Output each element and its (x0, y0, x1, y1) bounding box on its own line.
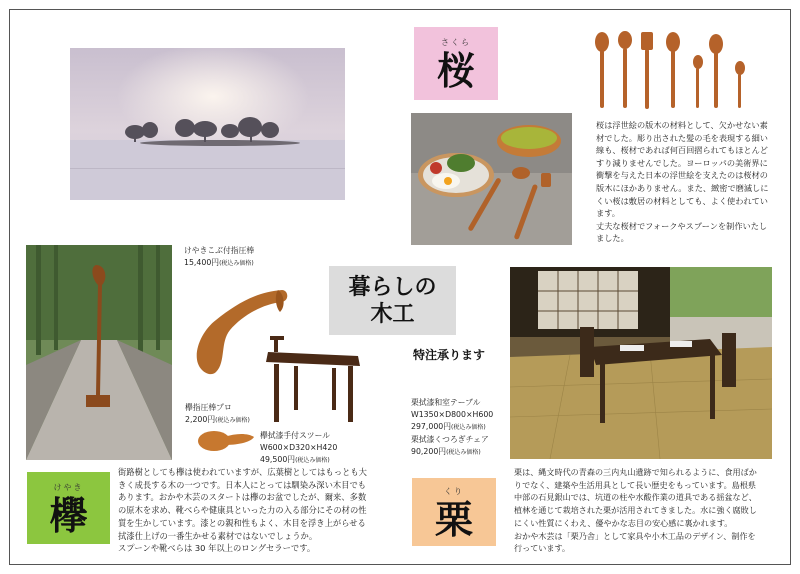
table-size: W1350×D800×H600 (411, 410, 494, 419)
stool-tax: (税込み価格) (295, 457, 330, 464)
keyaki-heading-box (27, 472, 110, 544)
sakura-description (596, 119, 786, 245)
finger-rod-tax: (税込み価格) (219, 260, 254, 267)
sakura-desc-line: 衝撃を与えた日本の浮世絵を支えたのは桜材の (596, 170, 768, 181)
keyaki-desc-line: スプーンや靴べらは 30 年以上のロングセラーです。 (118, 543, 316, 554)
custom-order-label: 特注承ります (413, 348, 486, 362)
kuri-desc-line: 中部の石見銀山では、坑道の柱や水酸作業の道具である揺盆など、 (514, 492, 757, 503)
stool-info (260, 430, 400, 467)
keyaki-description (118, 466, 398, 555)
kuri-ruby: くり (444, 486, 464, 496)
chair-price: 90,200円 (411, 447, 447, 456)
stool-name: 欅拭漆手付スツール (260, 431, 331, 440)
stool-price: 49,500円 (260, 455, 296, 464)
keyaki-desc-line: の原木を求め、靴べらや健康具といった力の入る部分にその材の性 (118, 505, 367, 516)
kuri-desc-line: おかや木芸は「栗乃舎」として家具や小木工品のデザイン、制作を (514, 530, 756, 541)
sakura-desc-line: すり減りませんでした。ヨーロッパの美術界に (596, 157, 768, 168)
sakura-desc-line: ました。 (596, 233, 629, 244)
keyaki-desc-line: きく成長する木の一つです。日本人にとっては馴染み深い木目でも (118, 479, 367, 490)
kuri-desc-line: りでなく、建築や生活用具として長い歴史をもっています。島根県 (514, 479, 757, 490)
stool-size: W600×D320×H420 (260, 443, 338, 452)
finger-rod-price: 15,400円 (184, 258, 220, 267)
sakura-heading-box (414, 27, 498, 100)
chair-name: 栗拭漆くつろぎチェア (411, 435, 489, 444)
pro-rod-price: 2,200円 (185, 415, 216, 424)
kuri-desc-line: にくい性質にくわえ、優やかな志目の安心感に裏かれます。 (514, 517, 733, 528)
cherry-spoons-photo (588, 28, 763, 116)
kuri-products-info (411, 397, 521, 459)
sakura-desc-line: ます。 (596, 208, 620, 219)
pro-rod-image (196, 425, 256, 453)
keyaki-kanji: 欅 (49, 492, 88, 538)
sakura-desc-line: 線も、桜材であれば何百回摺られてもほとんど (596, 145, 768, 156)
catalog-title-line2: 木工 (370, 300, 415, 327)
catalog-title-line1: 暮らしの (348, 273, 437, 300)
sakura-desc-line: 丈夫な桜材でフォークやスプーンを制作いたし (596, 220, 768, 231)
sakura-desc-line: 版木にほかありません。また、緻密で磨滅しに (596, 182, 769, 193)
keyaki-desc-line: 質を生かしています。漆との親和性もよく、木目を浮き上がらせる (118, 517, 366, 528)
forest-path-shoehorn-photo (26, 245, 172, 460)
table-tax: (税込み価格) (451, 424, 486, 431)
sakura-desc-line: くい桜は敷居の材料としても、よく使われてい (596, 195, 768, 206)
breakfast-tableware-photo (411, 113, 572, 245)
table-name: 栗拭漆和室テーブル (411, 398, 481, 407)
sakura-desc-line: 材でした。彫り出された髪の毛を表現する細い (596, 132, 768, 143)
keyaki-ruby: けやき (53, 482, 84, 492)
kuri-desc-line: 行っています。 (514, 543, 571, 554)
pro-rod-name: 欅指圧棒プロ (185, 403, 232, 412)
sakura-kanji: 桜 (436, 48, 475, 93)
keyaki-desc-line: あります。おかや木芸のスタートは欅のお盆でしたが、爾来、多数 (118, 492, 367, 503)
stool-image (264, 334, 364, 428)
pro-rod-tax: (税込み価格) (215, 417, 250, 424)
finger-rod-name: けやきこぶ付指圧棒 (184, 246, 255, 255)
lake-island-photo (70, 48, 345, 200)
kuri-heading-box (412, 478, 496, 546)
catalog-title-box (329, 266, 456, 335)
table-price: 297,000円 (411, 422, 452, 431)
kuri-description (514, 466, 782, 555)
kuri-desc-line: 栗は、縄文時代の青森の三内丸山遺跡で知られるように、食用ばか (514, 467, 757, 477)
chair-tax: (税込み価格) (446, 449, 481, 456)
sakura-desc-line: 桜は浮世絵の版木の材料として、欠かせない素 (596, 120, 768, 130)
keyaki-desc-line: 街路樹としても欅は使われていますが、広葉樹としてはもっとも大 (118, 467, 367, 477)
keyaki-desc-line: 拭漆仕上げの一番生かせる素材ではないでしょうか。 (118, 530, 318, 541)
finger-rod-info (184, 245, 344, 270)
japanese-room-photo (510, 267, 772, 459)
kuri-desc-line: 植林を通じて栽培された栗が活用されてきました。水に強く腐敗し (514, 505, 757, 516)
sakura-ruby: さくら (441, 38, 471, 47)
kuri-kanji: 栗 (434, 496, 473, 542)
